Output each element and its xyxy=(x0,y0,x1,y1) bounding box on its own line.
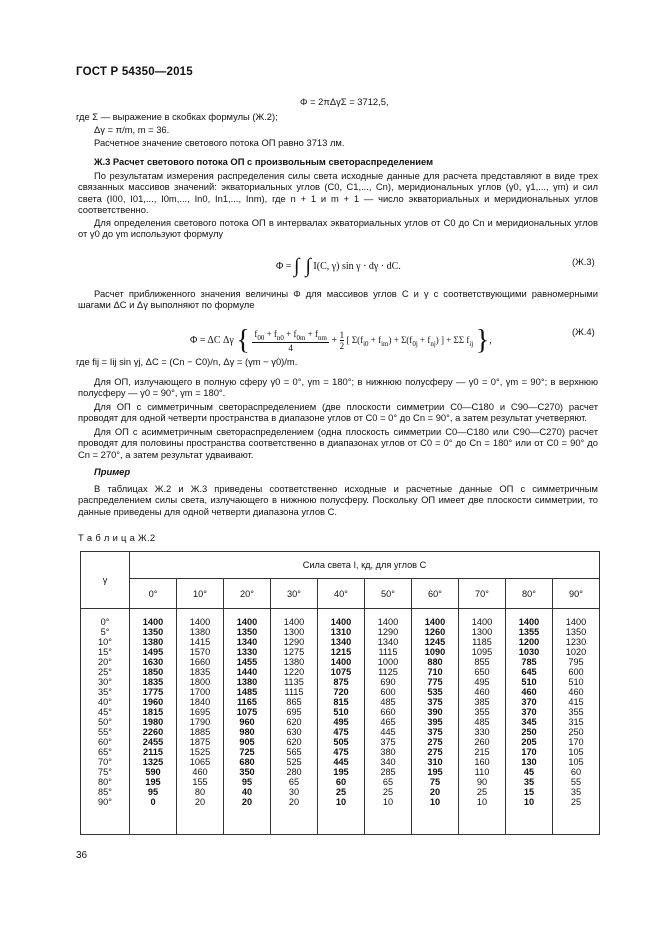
value-column xyxy=(177,609,224,835)
table-cell: 375 xyxy=(380,737,396,747)
gamma-value: 5° xyxy=(100,627,110,637)
table-cell: 510 xyxy=(568,677,584,687)
table-cell: 1815 xyxy=(142,707,164,717)
table-cell: 1400 xyxy=(518,617,540,627)
table-cell: 1380 xyxy=(142,637,164,647)
gamma-value: 80° xyxy=(98,777,112,787)
table-cell: 25 xyxy=(570,797,582,807)
where-f: где fij = Iij sin γj, ΔC = (Cn − C0)/n, Δγ = (γm − γ0)/m. xyxy=(76,356,298,367)
table-cell: 620 xyxy=(286,717,302,727)
eq4-lhs: Φ = ΔC Δγ xyxy=(190,335,234,346)
table-cell: 1885 xyxy=(189,727,211,737)
table-cell: 690 xyxy=(380,677,396,687)
table-cell: 1245 xyxy=(424,637,446,647)
equation-4-number: (Ж.4) xyxy=(572,326,595,337)
table-cell: 1075 xyxy=(330,667,352,677)
table-cell: 1125 xyxy=(378,667,398,677)
table-cell: 260 xyxy=(474,737,490,747)
table-cell: 1380 xyxy=(189,627,211,637)
intensity-table xyxy=(80,551,600,835)
table-cell: 160 xyxy=(474,757,490,767)
paragraph-7: В таблицах Ж.2 и Ж.3 приведены соответственно исходные и расчетные данные ОП с симметричным распределением силы света, излучающего в нижнюю полусферу. Поскольку ОП имеет две плоскости симметрии, то данные приведены для одной четверти диапазона углов C. xyxy=(78,483,598,517)
table-cell: 1840 xyxy=(189,697,211,707)
value-column xyxy=(130,609,177,835)
value-column xyxy=(553,609,600,835)
gamma-value: 10° xyxy=(98,637,112,647)
table-cell: 2455 xyxy=(142,737,164,747)
table-cell: 875 xyxy=(333,677,349,687)
column-header: 80° xyxy=(506,579,553,609)
table-cell: 1455 xyxy=(236,657,258,667)
gamma-value: 70° xyxy=(98,757,112,767)
table-cell: 15 xyxy=(523,787,535,797)
where-sigma: где Σ — выражение в скобках формулы (Ж.2); xyxy=(76,111,278,122)
delta-gamma: Δγ = π/m, m = 36. xyxy=(94,124,170,135)
table-cell: 1220 xyxy=(283,667,305,677)
table-cell: 205 xyxy=(521,737,537,747)
paragraph-3: Расчет приближенного значения величины Φ для массивов углов C и γ с соответствующими равномерными шагами ΔC и Δγ выполняют по формуле xyxy=(78,288,598,311)
table-cell: 195 xyxy=(427,767,443,777)
table-cell: 980 xyxy=(239,727,255,737)
table-cell: 1695 xyxy=(189,707,211,717)
table-cell: 720 xyxy=(333,687,349,697)
column-header: 20° xyxy=(224,579,271,609)
table-cell: 40 xyxy=(241,787,253,797)
table-cell: 650 xyxy=(474,667,490,677)
table-cell: 1300 xyxy=(471,627,493,637)
table-cell: 370 xyxy=(521,697,537,707)
column-header: 0° xyxy=(130,579,177,609)
table-cell: 195 xyxy=(145,777,161,787)
gamma-value: 45° xyxy=(98,707,112,717)
table-cell: 315 xyxy=(568,717,584,727)
table-cell: 795 xyxy=(568,657,584,667)
table-cell: 1350 xyxy=(565,627,587,637)
table-cell: 355 xyxy=(474,707,490,717)
table-cell: 20 xyxy=(288,797,300,807)
column-header: 50° xyxy=(365,579,412,609)
table-cell: 310 xyxy=(427,757,443,767)
table-cell: 905 xyxy=(239,737,255,747)
table-cell: 1065 xyxy=(189,757,211,767)
table-cell: 475 xyxy=(333,747,349,757)
table-cell: 355 xyxy=(568,707,584,717)
table-cell: 1400 xyxy=(189,617,211,627)
calc-value: Расчетное значение светового потока ОП равно 3713 лм. xyxy=(94,137,345,148)
table-cell: 1660 xyxy=(189,657,211,667)
table-cell: 10 xyxy=(382,797,394,807)
section-heading: Ж.3 Расчет светового потока ОП с произвольным светораспределением xyxy=(94,156,434,167)
table-cell: 1850 xyxy=(142,667,164,677)
table-cell: 65 xyxy=(288,777,300,787)
table-cell: 1090 xyxy=(424,647,446,657)
table-cell: 1400 xyxy=(236,617,258,627)
table-cell: 1115 xyxy=(378,647,398,657)
table-cell: 415 xyxy=(568,697,584,707)
table-cell: 105 xyxy=(568,757,584,767)
gamma-value: 15° xyxy=(98,647,112,657)
table-cell: 1355 xyxy=(518,627,540,637)
table-cell: 1020 xyxy=(565,647,587,657)
table-cell: 275 xyxy=(427,747,443,757)
table-cell: 1095 xyxy=(471,647,493,657)
table-cell: 485 xyxy=(380,697,396,707)
table-cell: 1790 xyxy=(189,717,211,727)
value-column xyxy=(412,609,459,835)
table-cell: 35 xyxy=(523,777,535,787)
table-cell: 1400 xyxy=(283,617,305,627)
table-cell: 1495 xyxy=(142,647,164,657)
table-cell: 460 xyxy=(192,767,208,777)
table-cell: 495 xyxy=(474,677,490,687)
table-cell: 460 xyxy=(568,687,584,697)
table-cell: 280 xyxy=(286,767,302,777)
gamma-value: 35° xyxy=(98,687,112,697)
column-header: 70° xyxy=(459,579,506,609)
table-cell: 485 xyxy=(474,717,490,727)
table-cell: 1835 xyxy=(189,667,211,677)
column-header: 60° xyxy=(412,579,459,609)
gamma-value: 60° xyxy=(98,737,112,747)
table-cell: 1380 xyxy=(283,657,305,667)
table-cell: 505 xyxy=(333,737,349,747)
gamma-value: 65° xyxy=(98,747,112,757)
table-cell: 350 xyxy=(239,767,255,777)
table-cell: 25 xyxy=(476,787,488,797)
table-cell: 1440 xyxy=(236,667,258,677)
table-cell: 1350 xyxy=(142,627,164,637)
table-cell: 10 xyxy=(429,797,441,807)
table-cell: 660 xyxy=(380,707,396,717)
gamma-value: 25° xyxy=(98,667,112,677)
table-cell: 1290 xyxy=(377,627,399,637)
table-cell: 1135 xyxy=(284,677,304,687)
table-cell: 1400 xyxy=(377,617,399,627)
equation-3: Φ = ∫ ∫ I(C, γ) sin γ · dγ · dC. xyxy=(276,255,401,277)
table-cell: 110 xyxy=(474,767,490,777)
column-header: 10° xyxy=(177,579,224,609)
table-cell: 475 xyxy=(333,727,349,737)
table-cell: 370 xyxy=(521,707,537,717)
table-cell: 1700 xyxy=(189,687,211,697)
table-cell: 465 xyxy=(380,717,396,727)
eq3-lhs: Φ = xyxy=(276,261,292,272)
table-cell: 1030 xyxy=(518,647,540,657)
table-cell: 330 xyxy=(474,727,490,737)
table-cell: 565 xyxy=(286,747,302,757)
page-header: ГОСТ Р 54350—2015 xyxy=(76,66,193,78)
value-column xyxy=(459,609,506,835)
paragraph-1: По результатам измерения распределения силы света исходные данные для расчета представляют в виде трех связанных массивов значений: экваториальных углов (C0, C1,..., Cn), меридиональных углов (γ0, γ1,..., γm) и сил света (I00, I01,..., I0m,..., In0, In1,..., Inm), где n + 1 и m + 1 — число экваториальных и меридиональных углов соответственно. xyxy=(78,170,598,216)
value-column xyxy=(506,609,553,835)
table-cell: 250 xyxy=(521,727,537,737)
table-cell: 600 xyxy=(568,667,584,677)
table-cell: 375 xyxy=(427,697,443,707)
table-cell: 1960 xyxy=(142,697,164,707)
table-cell: 20 xyxy=(194,797,206,807)
gamma-value: 55° xyxy=(98,727,112,737)
gamma-column xyxy=(81,609,130,835)
table-cell: 2260 xyxy=(142,727,164,737)
table-cell: 1200 xyxy=(518,637,540,647)
table-cell: 1485 xyxy=(236,687,258,697)
table-cell: 90 xyxy=(476,777,488,787)
table-cell: 285 xyxy=(380,767,396,777)
table-cell: 170 xyxy=(568,737,584,747)
table-cell: 1400 xyxy=(471,617,493,627)
gamma-header: γ xyxy=(81,552,130,609)
table-cell: 1400 xyxy=(330,617,352,627)
table-cell: 1275 xyxy=(283,647,305,657)
table-cell: 620 xyxy=(286,737,302,747)
table-cell: 1630 xyxy=(142,657,164,667)
table-cell: 1330 xyxy=(236,647,258,657)
table-cell: 535 xyxy=(427,687,443,697)
table-cell: 1400 xyxy=(330,657,352,667)
table-cell: 1340 xyxy=(236,637,258,647)
gamma-value: 75° xyxy=(98,767,112,777)
page-number: 36 xyxy=(76,850,88,861)
table-cell: 1215 xyxy=(330,647,352,657)
table-cell: 1400 xyxy=(142,617,164,627)
value-column xyxy=(365,609,412,835)
column-header: 40° xyxy=(318,579,365,609)
table-cell: 1570 xyxy=(189,647,211,657)
table-cell: 510 xyxy=(333,707,349,717)
table-cell: 525 xyxy=(286,757,302,767)
table-cell: 1340 xyxy=(377,637,399,647)
column-header: 90° xyxy=(553,579,600,609)
table-cell: 495 xyxy=(333,717,349,727)
table-cell: 1300 xyxy=(283,627,305,637)
table-cell: 10 xyxy=(523,797,535,807)
gamma-value: 20° xyxy=(98,657,112,667)
value-column xyxy=(224,609,271,835)
flux-result: Φ = 2πΔγΣ = 3712,5, xyxy=(300,96,389,107)
table-cell: 375 xyxy=(427,727,443,737)
example-label: Пример xyxy=(94,466,131,477)
paragraph-2: Для определения светового потока ОП в интервалах экваториальных углов от C0 до Cn и меридиональных углов от γ0 до γm используют формулу xyxy=(78,217,598,240)
table-cell: 815 xyxy=(333,697,349,707)
group-header: Сила света I, кд, для углов C xyxy=(130,552,600,579)
table-cell: 1875 xyxy=(189,737,211,747)
paragraph-4: Для ОП, излучающего в полную сферу γ0 = 0°, γm = 180°; в нижнюю полусферу — γ0 = 0°, γm = 90°; в верхнюю полусферу — γ0 = 90°, γm = 180°. xyxy=(78,376,598,399)
table-cell: 1525 xyxy=(189,747,211,757)
table-cell: 1290 xyxy=(283,637,305,647)
table-cell: 1400 xyxy=(424,617,446,627)
table-cell: 710 xyxy=(427,667,443,677)
table-cell: 1115 xyxy=(284,687,304,697)
table-cell: 95 xyxy=(241,777,253,787)
table-cell: 1400 xyxy=(565,617,587,627)
table-cell: 1260 xyxy=(424,627,446,637)
paragraph-5: Для ОП с симметричным светораспределением (две плоскости симметрии C0—C180 и C90—C270) расчет проводят для одной четверти пространства в диапазоне углов от C0 = 0° до Cn = 90°, а затем результат учетверяют. xyxy=(78,401,598,424)
table-cell: 1775 xyxy=(142,687,164,697)
table-cell: 1980 xyxy=(142,717,164,727)
table-cell: 60 xyxy=(335,777,347,787)
gamma-value: 30° xyxy=(98,677,112,687)
table-cell: 25 xyxy=(382,787,394,797)
table-cell: 1000 xyxy=(377,657,399,667)
table-cell: 75 xyxy=(429,777,441,787)
table-cell: 80 xyxy=(194,787,206,797)
table-cell: 645 xyxy=(521,667,537,677)
table-cell: 1165 xyxy=(237,697,257,707)
equation-4: Φ = ΔC Δγ { $f_{00} + f_{n0} + f_{0m} + f_{nm}$ 4 + $\frac{1}{2}$ [ $\Sigma(f_{i0} + f_{im}) + \Sigma(f_{0j} + f_{nj})$ ] + ΣΣ $f_{ij}$ }, xyxy=(190,325,492,356)
table-cell: 680 xyxy=(239,757,255,767)
gamma-value: 40° xyxy=(98,697,112,707)
table-cell: 30 xyxy=(288,787,300,797)
table-cell: 0 xyxy=(150,797,156,807)
gamma-value: 85° xyxy=(98,787,112,797)
table-cell: 1075 xyxy=(236,707,258,717)
table-cell: 600 xyxy=(380,687,396,697)
table-cell: 775 xyxy=(427,677,443,687)
gamma-value: 0° xyxy=(100,617,110,627)
table-cell: 1340 xyxy=(330,637,352,647)
equation-3-number: (Ж.3) xyxy=(572,256,595,267)
table-cell: 20 xyxy=(241,797,253,807)
table-cell: 865 xyxy=(286,697,302,707)
table-cell: 630 xyxy=(286,727,302,737)
table-cell: 380 xyxy=(380,747,396,757)
table-cell: 55 xyxy=(570,777,582,787)
table-cell: 1310 xyxy=(330,627,352,637)
table-cell: 275 xyxy=(427,737,443,747)
table-cell: 960 xyxy=(239,717,255,727)
table-cell: 35 xyxy=(570,787,582,797)
table-cell: 395 xyxy=(427,717,443,727)
table-cell: 460 xyxy=(474,687,490,697)
table-cell: 445 xyxy=(380,727,396,737)
table-cell: 590 xyxy=(145,767,161,777)
table-cell: 60 xyxy=(570,767,582,777)
table-cell: 105 xyxy=(568,747,584,757)
value-column xyxy=(318,609,365,835)
table-cell: 10 xyxy=(335,797,347,807)
table-cell: 1380 xyxy=(236,677,258,687)
eq3-body: I(C, γ) sin γ · dγ · dC. xyxy=(313,261,401,272)
table-cell: 445 xyxy=(333,757,349,767)
gamma-value: 90° xyxy=(98,797,112,807)
table-cell: 390 xyxy=(427,707,443,717)
table-cell: 725 xyxy=(239,747,255,757)
table-cell: 345 xyxy=(521,717,537,727)
paragraph-6: Для ОП с асимметричным светораспределением (одна плоскость симметрии C0—C180 или C90—C270) расчет проводят для половины пространства соответственно в диапазонах углов от C0 = 0° до Cn = 180° или от C0 = 90° до Cn = 270°, а затем результат удваивают. xyxy=(78,426,598,460)
table-cell: 1835 xyxy=(142,677,164,687)
table-cell: 785 xyxy=(521,657,537,667)
table-caption: Т а б л и ц а Ж.2 xyxy=(78,532,156,543)
table-cell: 195 xyxy=(333,767,349,777)
table-cell: 130 xyxy=(521,757,537,767)
table-cell: 45 xyxy=(523,767,535,777)
table-cell: 1415 xyxy=(189,637,211,647)
table-cell: 1230 xyxy=(565,637,587,647)
table-cell: 510 xyxy=(521,677,537,687)
table-cell: 1800 xyxy=(189,677,211,687)
table-cell: 65 xyxy=(382,777,394,787)
table-cell: 1325 xyxy=(142,757,164,767)
table-cell: 880 xyxy=(427,657,443,667)
table-cell: 460 xyxy=(521,687,537,697)
table-cell: 155 xyxy=(192,777,208,787)
table-cell: 10 xyxy=(476,797,488,807)
table-cell: 1185 xyxy=(472,637,492,647)
gamma-value: 50° xyxy=(98,717,112,727)
table-cell: 170 xyxy=(521,747,537,757)
table-cell: 25 xyxy=(335,787,347,797)
table-cell: 695 xyxy=(286,707,302,717)
value-column xyxy=(271,609,318,835)
table-cell: 855 xyxy=(474,657,490,667)
table-cell: 385 xyxy=(474,697,490,707)
column-header: 30° xyxy=(271,579,318,609)
table-cell: 1350 xyxy=(236,627,258,637)
table-cell: 250 xyxy=(568,727,584,737)
table-cell: 340 xyxy=(380,757,396,767)
table-cell: 2115 xyxy=(143,747,163,757)
table-cell: 20 xyxy=(429,787,441,797)
table-cell: 215 xyxy=(474,747,490,757)
table-cell: 95 xyxy=(147,787,159,797)
